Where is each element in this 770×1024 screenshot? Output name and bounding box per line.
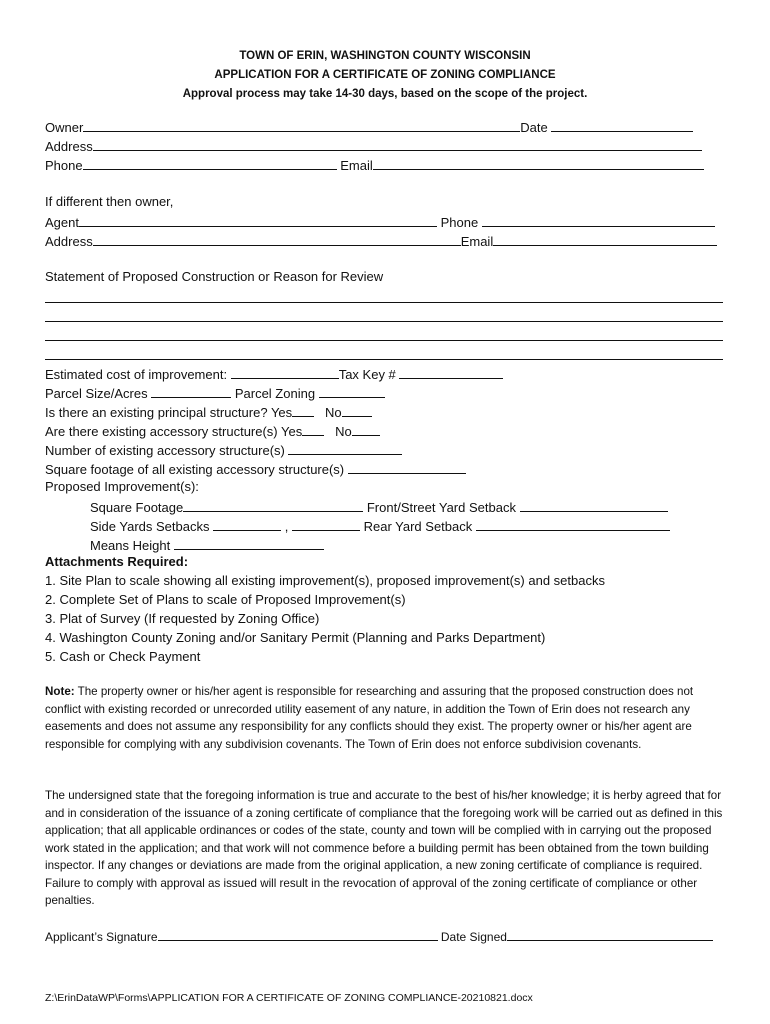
- phone-email-row: [45, 155, 704, 175]
- means-height-label: Means Height: [90, 538, 171, 553]
- header-town: TOWN OF ERIN, WASHINGTON COUNTY WISCONSIN: [239, 50, 531, 62]
- accessory-yes-label: Yes: [281, 424, 303, 439]
- cost-row: [45, 364, 503, 384]
- phone-label: Phone: [45, 158, 83, 173]
- tax-key-field[interactable]: [399, 364, 503, 379]
- signature-row: [45, 926, 713, 946]
- accessory-structure-label: Are there existing accessory structure(s): [45, 424, 278, 439]
- attachment-item-3: 3. Plat of Survey (If requested by Zoning Office): [45, 611, 320, 626]
- email-field[interactable]: [373, 155, 704, 170]
- applicant-signature-field[interactable]: [158, 926, 438, 941]
- file-path-footer: Z:\ErinDataWP\Forms\APPLICATION FOR A CERTIFICATE OF ZONING COMPLIANCE-20210821.docx: [45, 992, 533, 1004]
- date-field[interactable]: [551, 117, 693, 132]
- agent-address-row: [45, 231, 717, 251]
- parcel-zoning-label: Parcel Zoning: [234, 386, 316, 401]
- email-label: Email: [340, 158, 373, 173]
- sqft-accessory-label: Square footage of all existing accessory structure(s): [45, 462, 345, 477]
- attachments-title: Attachments Required:: [45, 554, 189, 569]
- date-signed-field[interactable]: [507, 926, 713, 941]
- cost-field[interactable]: [231, 364, 339, 379]
- means-height-field[interactable]: [174, 535, 324, 550]
- agent-address-label: Address: [45, 234, 93, 249]
- parcel-zoning-field[interactable]: [319, 383, 385, 398]
- declaration-paragraph: The undersigned state that the foregoing information is true and accurate to the best of his/her knowledge; it is herby agreed that for and in consideration of the issuance of a zoning certificate of compliance that the foregoing work will be carried out as defined in this application; that all applicable ordinances or codes of the state, county and town will be complied with in carrying out the proposed work stated in the application; and that work will not commence before a building permit has been obtained from the town building inspector. If any changes or deviations are made from the original application, a new zoning certificate of compliance is required. Failure to comply with approval as issued will result in the revocation of approval of the zoning certificate of compliance or other penalties.: [45, 789, 723, 907]
- form-header: [0, 47, 770, 104]
- parcel-size-field[interactable]: [151, 383, 231, 398]
- side-setbacks-row: [90, 516, 670, 536]
- attachment-item-4: 4. Washington County Zoning and/or Sanitary Permit (Planning and Parks Department): [45, 630, 546, 645]
- accessory-structure-row: [45, 421, 380, 441]
- side-setbacks-comma: ,: [284, 519, 289, 534]
- num-accessory-field[interactable]: [288, 440, 402, 455]
- agent-email-field[interactable]: [493, 231, 717, 246]
- statement-line-4[interactable]: [45, 359, 723, 360]
- accessory-no-field[interactable]: [352, 421, 380, 436]
- sqft-accessory-row: [45, 459, 466, 479]
- rear-setback-field[interactable]: [476, 516, 670, 531]
- principal-no-field[interactable]: [342, 402, 372, 417]
- agent-phone-field[interactable]: [482, 212, 715, 227]
- cost-label: Estimated cost of improvement:: [45, 367, 228, 382]
- attachment-item-1: 1. Site Plan to scale showing all existing improvement(s), proposed improvement(s) and setbacks: [45, 573, 605, 588]
- side-setback-field-2[interactable]: [292, 516, 360, 531]
- parcel-row: [45, 383, 385, 403]
- principal-no-label: No: [325, 405, 342, 420]
- owner-label: Owner: [45, 120, 84, 135]
- accessory-yes-field[interactable]: [302, 421, 324, 436]
- parcel-size-label: Parcel Size/Acres: [45, 386, 148, 401]
- principal-yes-field[interactable]: [292, 402, 314, 417]
- owner-field[interactable]: [83, 117, 520, 132]
- num-accessory-row: [45, 440, 402, 460]
- rear-setback-label: Rear Yard Setback: [363, 519, 473, 534]
- side-setback-field-1[interactable]: [213, 516, 281, 531]
- tax-key-label: Tax Key #: [338, 367, 396, 382]
- agent-label: Agent: [45, 215, 79, 230]
- attachment-item-2: 2. Complete Set of Plans to scale of Proposed Improvement(s): [45, 592, 406, 607]
- statement-line-3[interactable]: [45, 340, 723, 341]
- agent-phone-label: Phone: [440, 215, 479, 230]
- principal-structure-label: Is there an existing principal structure?: [45, 405, 268, 420]
- square-footage-field[interactable]: [183, 497, 363, 512]
- note-text: The property owner or his/her agent is responsible for researching and assuring that the proposed construction does not conflict with existing recorded or unrecorded utility easement of any nature, in addition the Town of Erin does not research any easements and does not assume any responsibility for any conflicts should they exist. The property owner or his/her agent are responsible for complying with any subdivision covenants. The Town of Erin does not enforce subdivision covenants.: [45, 685, 694, 751]
- front-setback-label: Front/Street Yard Setback: [366, 500, 516, 515]
- sqft-accessory-field[interactable]: [348, 459, 466, 474]
- side-setbacks-label: Side Yards Setbacks: [90, 519, 210, 534]
- header-title: APPLICATION FOR A CERTIFICATE OF ZONING COMPLIANCE: [214, 69, 556, 81]
- statement-label: Statement of Proposed Construction or Reason for Review: [45, 269, 384, 284]
- agent-field[interactable]: [79, 212, 437, 227]
- date-signed-label: Date Signed: [440, 930, 507, 944]
- note-paragraph: [45, 683, 728, 753]
- statement-line-2[interactable]: [45, 321, 723, 322]
- agent-email-label: Email: [460, 234, 494, 249]
- square-footage-label: Square Footage: [90, 500, 184, 515]
- statement-line-1[interactable]: [45, 302, 723, 303]
- proposed-label: Proposed Improvement(s):: [45, 479, 199, 494]
- attachment-item-5: 5. Cash or Check Payment: [45, 649, 201, 664]
- principal-structure-row: [45, 402, 372, 422]
- applicant-signature-label: Applicant’s Signature: [45, 930, 158, 944]
- owner-row: [45, 117, 693, 137]
- principal-yes-label: Yes: [270, 405, 293, 420]
- header-approval-note: Approval process may take 14-30 days, based on the scope of the project.: [182, 88, 588, 100]
- means-height-row: [90, 535, 324, 555]
- num-accessory-label: Number of existing accessory structure(s): [45, 443, 285, 458]
- front-setback-field[interactable]: [520, 497, 668, 512]
- phone-field[interactable]: [83, 155, 337, 170]
- date-label: Date: [520, 120, 548, 135]
- accessory-no-label: No: [335, 424, 352, 439]
- address-field[interactable]: [93, 136, 702, 151]
- address-row: [45, 136, 702, 156]
- address-label: Address: [45, 139, 93, 154]
- note-label: Note:: [45, 685, 75, 698]
- agent-row: [45, 212, 715, 232]
- agent-address-field[interactable]: [93, 231, 461, 246]
- agent-intro: If different then owner,: [45, 194, 174, 209]
- square-footage-row: [90, 497, 668, 517]
